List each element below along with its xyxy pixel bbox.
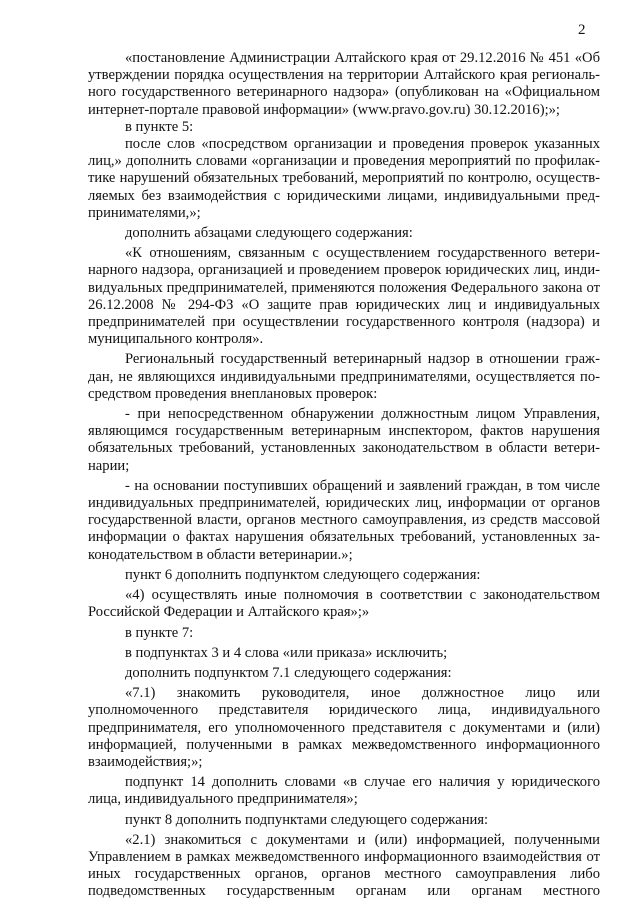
paragraph: дополнить подпунктом 7.1 следующего содержания: <box>125 664 452 681</box>
paragraph: подпункт 14 дополнить словами «в случае его наличия у юридического лица, индивидуального предпринимателя»; <box>88 774 600 808</box>
paragraph: пункт 8 дополнить подпунктами следующего содержания: <box>125 811 489 828</box>
paragraph: - при непосредственном обнаружении должностным лицом Управления, являющимся государственным ветеринарным инспектором, фактов нарушения обязательных требований, установленных законодательством в области ветери-нарии; <box>88 406 600 474</box>
paragraph: «7.1) знакомить руководителя, иное должностное лицо или уполномоченного представителя юридического лица, индивидуального предпринимателя, его уполномоченного представителя с документами и (или) информацией, полученными в рамках межведомственного информационного взаимодействия;»; <box>88 685 600 770</box>
paragraph: «постановление Администрации Алтайского края от 29.12.2016 № 451 «Об утверждении порядка осуществления на территории Алтайского края региональ-ного государственного ветеринарного надзора» (опубликован на «Официальном интернет-портале правовой информации» (www.pravo.gov.ru) 30.12.2016);»; <box>88 50 600 118</box>
paragraph: в пункте 7: <box>125 624 194 641</box>
paragraph: после слов «посредством организации и проведения проверок указанных лиц,» дополнить словами «организации и проведения мероприятий по профилак-тике нарушений обязательных требований, мероприятий по контролю, осуществ-ляемых без взаимодействия с юридическими лицами, индивидуальными пред-принимателями,»; <box>88 136 600 221</box>
paragraph: дополнить абзацами следующего содержания: <box>125 225 413 242</box>
paragraph: «К отношениям, связанным с осуществлением государственного ветери-нарного надзора, организацией и проведением проверок юридических лиц, инди-видуальных предпринимателей, применяются положения Федерального закона от 26.12.2008 № 294-ФЗ «О защите прав юридических лиц и индивидуальных предпринимателей при осуществлении государственного контроля (надзора) и муниципального контроля». <box>88 245 600 348</box>
paragraph: в пункте 5: <box>125 118 194 135</box>
paragraph: «2.1) знакомиться с документами и (или) информацией, полученными Управлением в рамках межведомственного информационного взаимодействия от иных государственных органов, органов местного самоуправления либо подведомственных государственным органам или органам местного <box>88 831 600 900</box>
page-number: 2 <box>578 22 586 38</box>
paragraph: «4) осуществлять иные полномочия в соответствии с законодательством Российской Федерации и Алтайского края»;» <box>88 587 600 621</box>
document-body <box>88 50 600 901</box>
paragraph: - на основании поступивших обращений и заявлений граждан, в том числе индивидуальных предпринимателей, юридических лиц, информации от органов государственной власти, органов местного самоуправления, из средств массовой информации о фактах нарушения обязательных требований, установленных за-конодательством в области ветеринарии.»; <box>88 477 600 563</box>
paragraph: пункт 6 дополнить подпунктом следующего содержания: <box>125 566 481 583</box>
paragraph: Региональный государственный ветеринарный надзор в отношении граж-дан, не являющихся индивидуальными предпринимателями, осуществляется по-средством проведения внеплановых проверок: <box>88 351 600 402</box>
paragraph: в подпунктах 3 и 4 слова «или приказа» исключить; <box>125 644 448 661</box>
